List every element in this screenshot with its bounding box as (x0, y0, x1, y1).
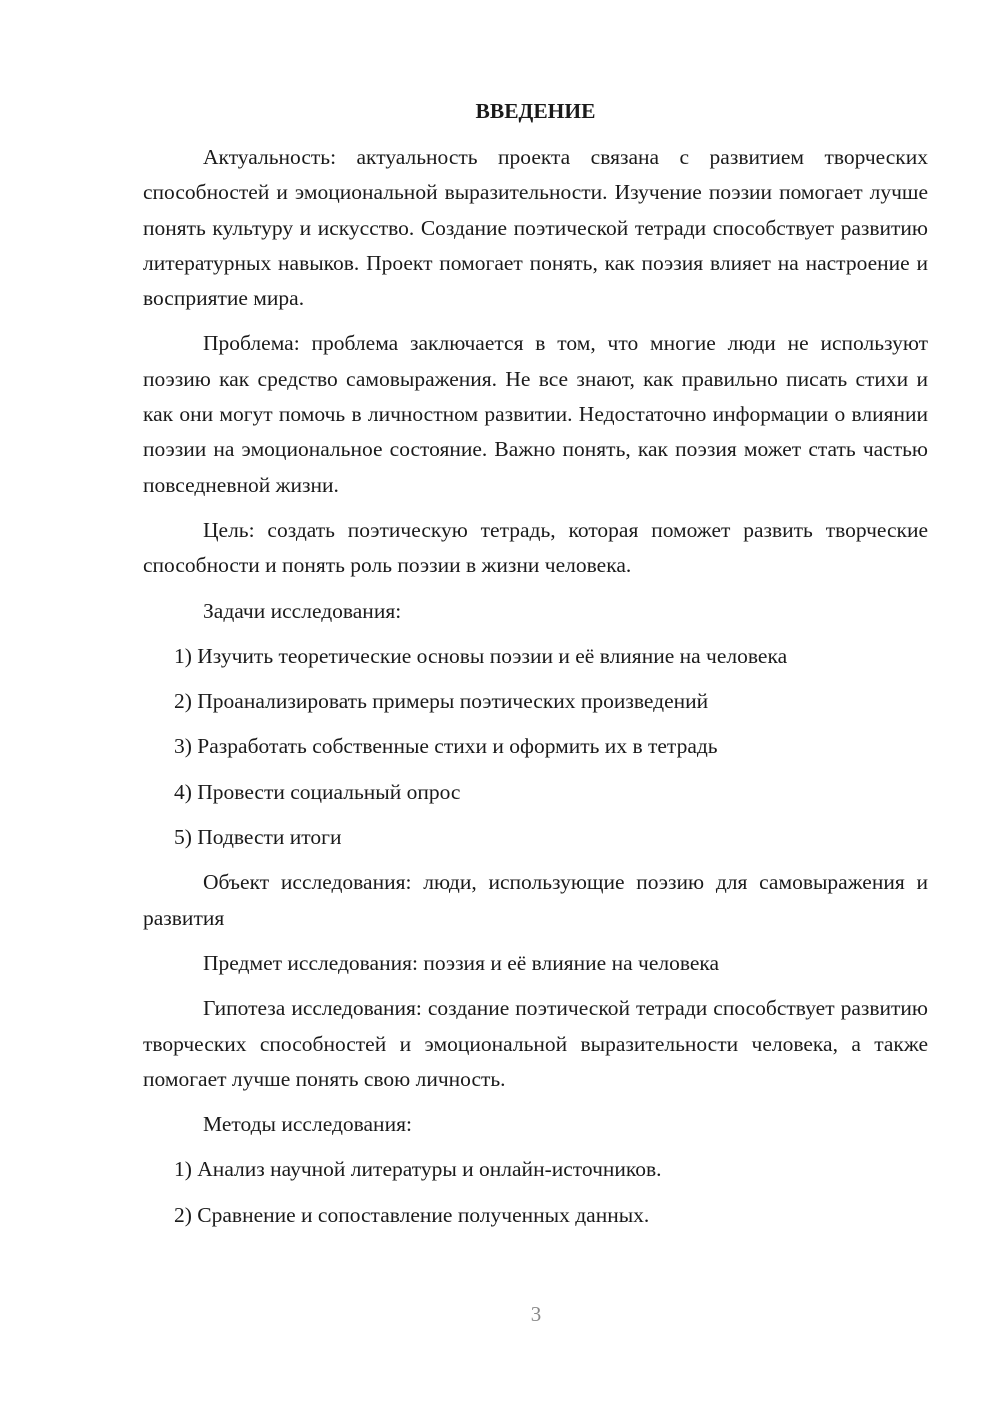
tasks-list (143, 639, 928, 855)
document-page (143, 94, 928, 1243)
task-item: 5) Подвести итоги (174, 825, 342, 850)
task-item: 2) Проанализировать примеры поэтических произведений (174, 689, 709, 714)
object-paragraph: Объект исследования: люди, использующие поэзию для самовыражения и развития (143, 870, 928, 930)
method-item: 2) Сравнение и сопоставление полученных данных. (174, 1202, 650, 1227)
goal-paragraph: Цель: создать поэтическую тетрадь, которая поможет развить творческие способности и понять роль поэзии в жизни человека. (143, 517, 928, 578)
page-number: 3 (530, 1302, 542, 1326)
method-item: 1) Анализ научной литературы и онлайн-источников. (174, 1157, 662, 1182)
relevance-paragraph: Актуальность: актуальность проекта связана с развитием творческих способностей и эмоциональной выразительности. Изучение поэзии помогает лучше понять культуру и искусство. Создание поэтической тетради способствует развитию литературных навыков. Проект помогает понять, как поэзия влияет на настроение и восприятие мира. (143, 145, 928, 311)
task-item: 3) Разработать собственные стихи и оформить их в тетрадь (174, 734, 718, 759)
methods-list (143, 1152, 928, 1233)
problem-paragraph: Проблема: проблема заключается в том, что многие люди не используют поэзию как средство самовыражения. Не все знают, как правильно писать стихи и как они могут помочь в личностном развитии. Недостаточно информации о влиянии поэзии на эмоциональное состояние. Важно понять, как поэзия может стать частью повседневной жизни. (143, 331, 928, 497)
task-item: 1) Изучить теоретические основы поэзии и её влияние на человека (174, 643, 788, 668)
task-item: 4) Провести социальный опрос (174, 779, 461, 804)
subject-paragraph: Предмет исследования: поэзия и её влияние на человека (203, 950, 720, 975)
hypothesis-paragraph: Гипотеза исследования: создание поэтической тетради способствует развитию творческих способностей и эмоциональной выразительности человека, а также помогает лучше понять свою личность. (143, 996, 928, 1091)
section-title: ВВЕДЕНИЕ (475, 99, 596, 123)
methods-heading: Методы исследования: (203, 1112, 412, 1137)
tasks-heading: Задачи исследования: (203, 598, 402, 623)
